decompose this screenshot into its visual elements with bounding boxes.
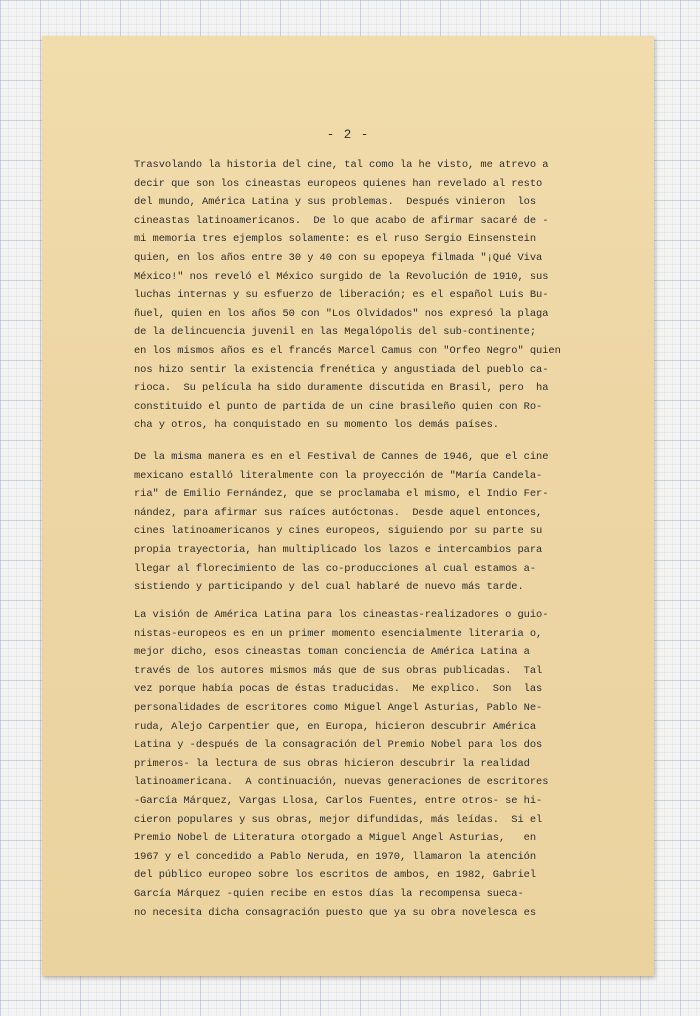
text-line: mi memoria tres ejemplos solamente: es el ruso Sergio Einsenstein [134,233,537,246]
paragraph-2 [134,448,604,597]
text-line: través de los autores mismos más que de sus obras publicadas. Tal [134,664,543,677]
paragraph-1 [134,156,604,435]
paragraph-3 [134,606,604,922]
text-line: mejor dicho, esos cineastas toman conciencia de América Latina a [134,646,530,659]
text-line: nistas-europeos es en un primer momento esencialmente literaria o, [134,627,543,640]
text-line: llegar al florecimiento de las co-producciones al cual estamos a- [134,562,537,575]
text-line: -García Márquez, Vargas Llosa, Carlos Fuentes, entre otros- se hi- [134,794,543,807]
text-line: Latina y -después de la consagración del Premio Nobel para los dos [134,739,543,752]
text-line: luchas internas y su esfuerzo de liberación; es el español Luis Bu- [134,289,549,302]
text-line: ria" de Emilio Fernández, que se proclamaba el mismo, el Indio Fer- [134,488,549,501]
text-line: nos hizo sentir la existencia frenética y angustiada del pueblo ca- [134,363,549,376]
text-line: mexicano estalló literalmente con la proyección de "María Candela- [134,469,543,482]
text-line: México!" nos reveló el México surgido de la Revolución de 1910, sus [134,270,549,283]
text-line: ñuel, quien en los años 50 con "Los Olvidados" nos expresó la plaga [134,307,549,320]
text-line: propia trayectoria, han multiplicado los lazos e intercambios para [134,543,543,556]
text-line: cineastas latinoamericanos. De lo que acabo de afirmar sacaré de - [134,214,549,227]
text-line: cines latinoamericanos y cines europeos, siguiendo por su parte su [134,525,543,538]
text-line: nández, para afirmar sus raíces autóctonas. Desde aquel entonces, [134,506,543,519]
page-number: - 2 - [326,128,370,142]
text-line: constituido el punto de partida de un cine brasileño quien con Ro- [134,400,543,413]
paper-sheet [42,36,654,976]
text-line: rioca. Su película ha sido duramente discutida en Brasil, pero ha [134,382,549,395]
text-line: Trasvolando la historia del cine, tal como la he visto, me atrevo a [134,159,549,171]
text-line: de la delincuencia juvenil en las Megalópolis del sub-continente; [134,326,537,339]
text-line: primeros- la lectura de sus obras hicieron descubrir la realidad [134,757,530,770]
text-line: del público europeo sobre los escritos de ambos, en 1982, Gabriel [134,869,537,882]
text-line: ruda, Alejo Carpentier que, en Europa, hicieron descubrir América [134,720,537,733]
text-line: De la misma manera es en el Festival de Cannes de 1946, que el cine [134,451,549,463]
text-line: sistiendo y participando y del cual hablaré de nuevo más tarde. [134,581,524,594]
text-line: Premio Nobel de Literatura otorgado a Miguel Angel Asturias, en [134,832,537,845]
text-line: cieron populares y sus obras, mejor difundidas, más leídas. Si el [134,813,543,826]
text-line: decir que son los cineastas europeos quienes han revelado al resto [134,177,543,190]
text-line: La visión de América Latina para los cineastas-realizadores o guio- [134,609,549,621]
text-line: en los mismos años es el francés Marcel Camus con "Orfeo Negro" quien [134,344,561,357]
text-line: del mundo, América Latina y sus problemas. Después vinieron los [134,196,537,209]
text-line: cha y otros, ha conquistado en su momento los demás países. [134,419,499,432]
text-line: no necesita dicha consagración puesto que ya su obra novelesca es [134,906,537,919]
text-line: personalidades de escritores como Miguel Angel Asturias, Pablo Ne- [134,701,543,714]
text-line: quien, en los años entre 30 y 40 con su epopeya filmada "¡Qué Viva [134,251,543,264]
text-line: vez porque había pocas de éstas traducidas. Me explico. Son las [134,683,543,696]
text-line: García Márquez -quien recibe en estos días la recompensa sueca- [134,887,524,900]
text-line: 1967 y el concedido a Pablo Neruda, en 1970, llamaron la atención [134,850,537,863]
text-line: latinoamericana. A continuación, nuevas generaciones de escritores [134,776,549,789]
